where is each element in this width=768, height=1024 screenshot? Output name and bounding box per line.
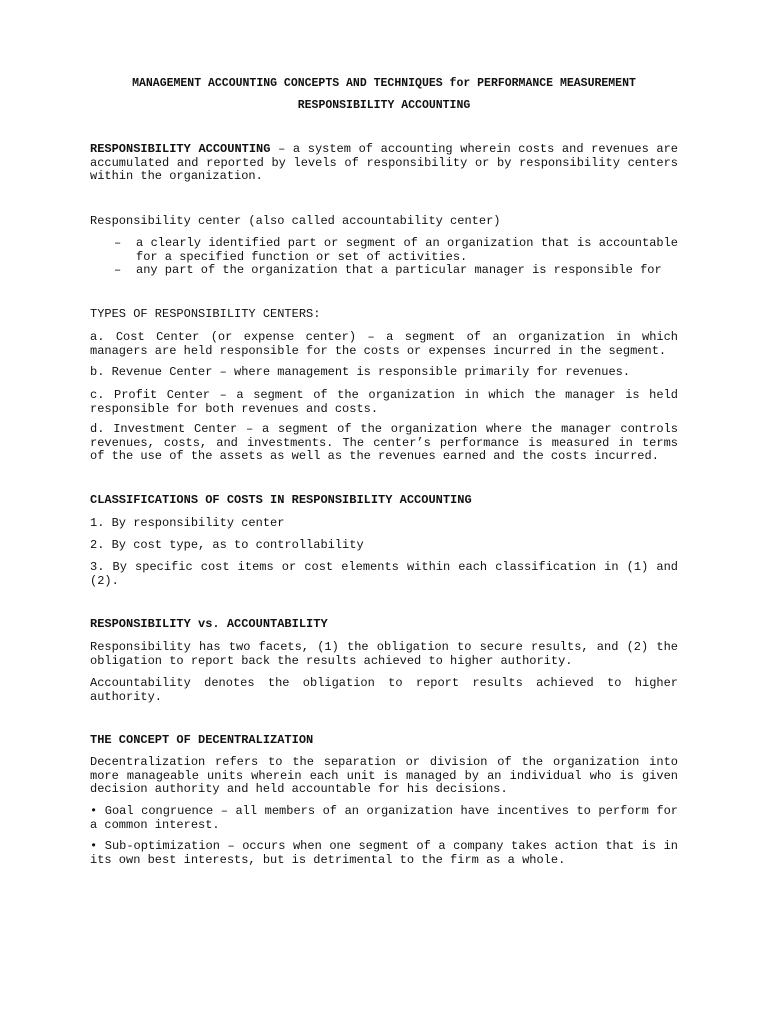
classification-item: 3. By specific cost items or cost elements within each classification in (1) and (2).: [90, 560, 678, 588]
definition-text: – a system of accounting wherein costs and revenues are accumulated and reported by levels of responsibility or by responsibility centers within the organization.: [90, 142, 679, 183]
classification-item: 2. By cost type, as to controllability: [90, 538, 364, 552]
center-item: any part of the organization that a particular manager is responsible for: [136, 263, 662, 277]
accountability-paragraph: Accountability denotes the obligation to report results achieved to higher authority.: [90, 676, 678, 704]
type-item-investment-center: d. Investment Center – a segment of the organization where the manager controls revenues, costs, and investments. The center’s performance is measured in terms of the use of the assets as well as the revenues earned and the costs incurred.: [90, 422, 678, 463]
definition-paragraph: [90, 143, 678, 184]
dash-marker: –: [114, 236, 122, 250]
sub-optimization-bullet: • Sub-optimization – occurs when one segment of a company takes action that is in its own best interests, but is detrimental to the firm as a whole.: [90, 839, 678, 867]
types-heading: TYPES OF RESPONSIBILITY CENTERS:: [90, 307, 321, 321]
type-item-profit-center: c. Profit Center – a segment of the organization in which the manager is held responsible for both revenues and costs.: [90, 388, 678, 416]
type-item-cost-center: a. Cost Center (or expense center) – a segment of an organization in which managers are held responsible for the costs or expenses incurred in the segment.: [90, 330, 678, 358]
goal-congruence-bullet: • Goal congruence – all members of an organization have incentives to perform for a common interest.: [90, 804, 678, 832]
document-title: MANAGEMENT ACCOUNTING CONCEPTS AND TECHNIQUES for PERFORMANCE MEASUREMENT: [132, 77, 636, 90]
responsibility-paragraph: Responsibility has two facets, (1) the obligation to secure results, and (2) the obligation to report back the results achieved to higher authority.: [90, 640, 678, 668]
definition-term: RESPONSIBILITY ACCOUNTING: [90, 142, 271, 156]
center-item: a clearly identified part or segment of an organization that is accountable for a specified function or set of activities.: [136, 236, 678, 264]
classifications-heading: CLASSIFICATIONS OF COSTS IN RESPONSIBILITY ACCOUNTING: [90, 493, 472, 507]
classification-item: 1. By responsibility center: [90, 516, 285, 530]
document-subtitle: RESPONSIBILITY ACCOUNTING: [297, 99, 471, 112]
dash-marker: –: [114, 263, 122, 277]
type-item-revenue-center: b. Revenue Center – where management is responsible primarily for revenues.: [90, 365, 631, 379]
resp-vs-acc-heading: RESPONSIBILITY vs. ACCOUNTABILITY: [90, 617, 328, 631]
decentralization-heading: THE CONCEPT OF DECENTRALIZATION: [90, 733, 314, 747]
decentralization-paragraph: Decentralization refers to the separation or division of the organization into more manageable units wherein each unit is managed by an individual who is given decision authority and held accountable for his decisions.: [90, 755, 678, 796]
center-intro: Responsibility center (also called accountability center): [90, 214, 501, 228]
